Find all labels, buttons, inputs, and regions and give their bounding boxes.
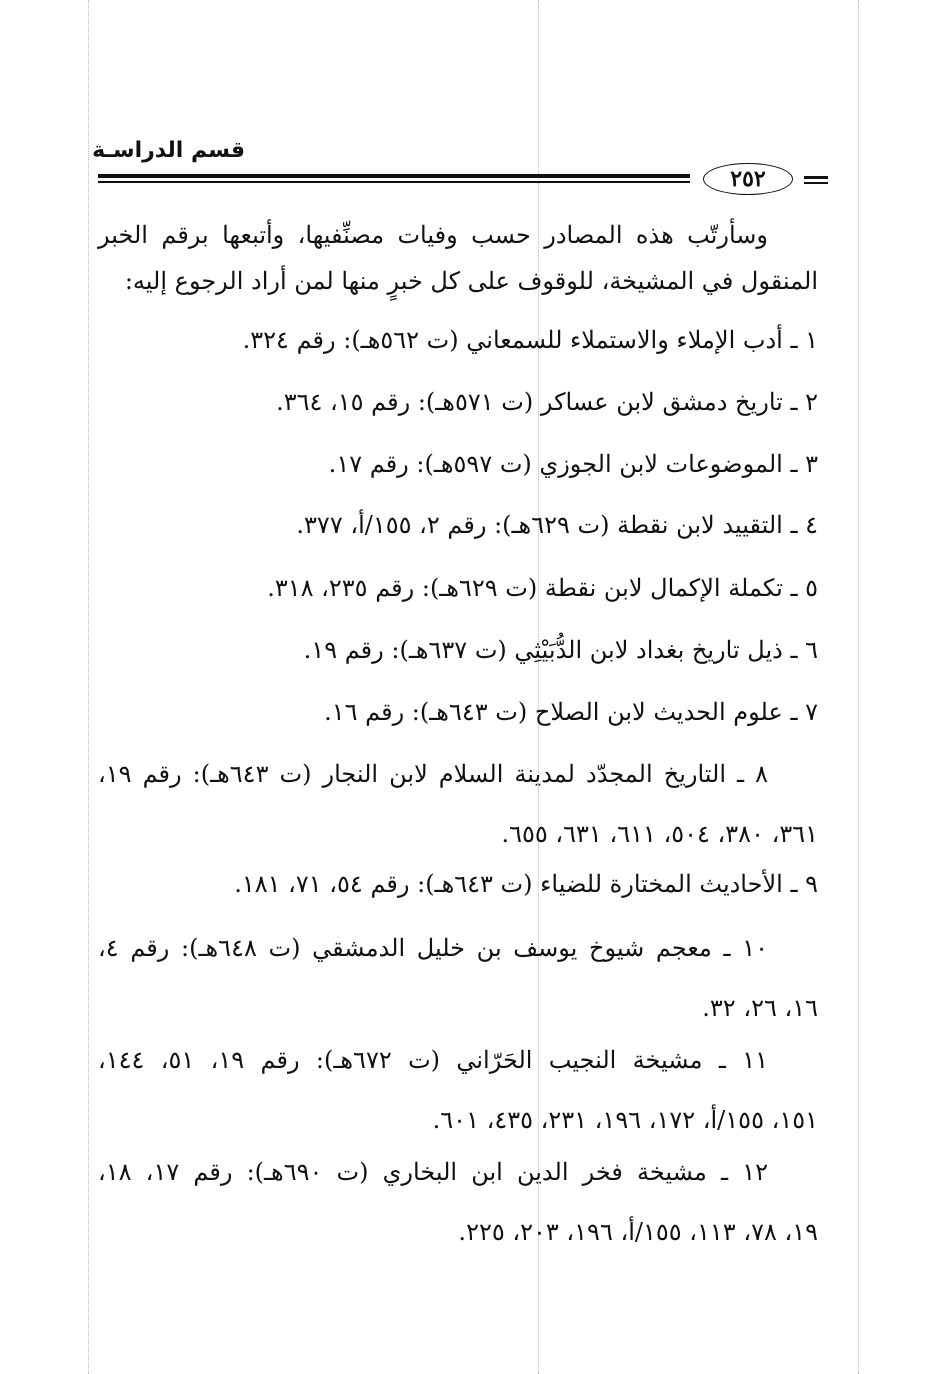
scan-guide-line: [858, 0, 859, 1374]
source-entry-1: ١ ـ أدب الإملاء والاستملاء للسمعاني (ت ٥٦٢هـ): رقم ٣٢٤.: [242, 326, 818, 354]
source-entry-3: ٣ ـ الموضوعات لابن الجوزي (ت ٥٩٧هـ): رقم ١٧.: [328, 450, 818, 478]
scan-guide-line: [88, 0, 89, 1374]
header-rule-right-thin: [804, 182, 828, 184]
header-rule-thick: [98, 174, 690, 178]
section-title: قسم الدراسـة: [92, 138, 245, 163]
source-entry-5: ٥ ـ تكملة الإكمال لابن نقطة (ت ٦٢٩هـ): رقم ٢٣٥، ٣١٨.: [267, 574, 818, 602]
source-entry-11: [98, 1030, 818, 1150]
header-rule-thin: [98, 181, 690, 183]
source-entry-10-line-1: ١٠ ـ معجم شيوخ يوسف بن خليل الدمشقي (ت ٦٤٨هـ): رقم ٤،: [98, 934, 768, 962]
source-entry-8: [98, 744, 818, 864]
source-entry-12-line-2: ١٩، ٧٨، ١١٣، ١٥٥/أ، ١٩٦، ٢٠٣، ٢٢٥.: [458, 1218, 818, 1246]
source-entry-6: ٦ ـ ذيل تاريخ بغداد لابن الدُّبَيْثِي (ت ٦٣٧هـ): رقم ١٩.: [303, 636, 818, 664]
intro-paragraph: وسأرتّب هذه المصادر حسب وفيات مصنِّفيها، وأتبعها برقم الخبر المنقول في المشيخة، للوقوف على كل خبرٍ منها لمن أراد الرجوع إليه:: [98, 221, 818, 295]
source-entry-11-line-2: ١٥١، ١٥٥/أ، ١٧٢، ١٩٦، ٢٣١، ٤٣٥، ٦٠١.: [432, 1106, 818, 1134]
source-entry-10-line-2: ١٦، ٢٦، ٣٢.: [702, 994, 818, 1022]
source-entry-12-line-1: ١٢ ـ مشيخة فخر الدين ابن البخاري (ت ٦٩٠هـ): رقم ١٧، ١٨،: [98, 1158, 769, 1186]
source-entry-11-line-1: ١١ ـ مشيخة النجيب الحَرّاني (ت ٦٧٢هـ): رقم ١٩، ٥١، ١٤٤،: [98, 1046, 769, 1074]
source-entry-9: ٩ ـ الأحاديث المختارة للضياء (ت ٦٤٣هـ): رقم ٥٤، ٧١، ١٨١.: [234, 870, 818, 898]
page-number: ٢٥٢: [703, 163, 793, 195]
source-entry-8-line-2: ٣٦١، ٣٨٠، ٥٠٤، ٦١١، ٦٣١، ٦٥٥.: [501, 820, 818, 848]
source-entry-8-line-1: ٨ ـ التاريخ المجدّد لمدينة السلام لابن النجار (ت ٦٤٣هـ): رقم ١٩،: [98, 760, 768, 788]
source-entry-2: ٢ ـ تاريخ دمشق لابن عساكر (ت ٥٧١هـ): رقم ١٥، ٣٦٤.: [276, 388, 818, 416]
source-entry-4: ٤ ـ التقييد لابن نقطة (ت ٦٢٩هـ): رقم ٢، ١٥٥/أ، ٣٧٧.: [296, 511, 818, 539]
header-rule-right: [804, 176, 828, 179]
source-entry-12: [98, 1142, 818, 1262]
source-entry-7: ٧ ـ علوم الحديث لابن الصلاح (ت ٦٤٣هـ): رقم ١٦.: [324, 698, 818, 726]
source-entry-10: [98, 918, 818, 1038]
